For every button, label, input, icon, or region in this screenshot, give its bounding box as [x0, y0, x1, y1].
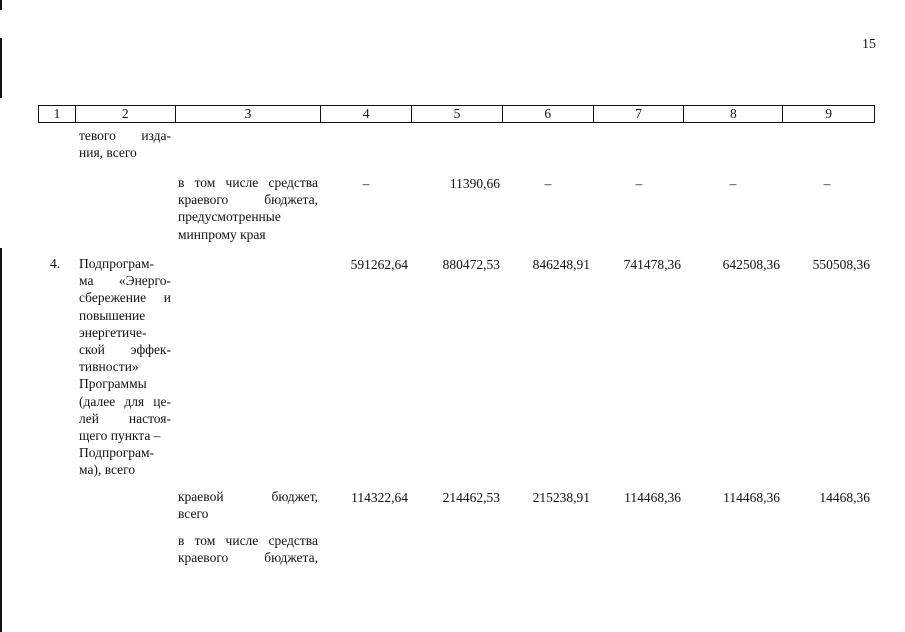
header-cell-5: 5 [412, 106, 503, 122]
header-cell-6: 6 [503, 106, 594, 122]
row-a-value-col5: 11390,66 [449, 176, 500, 191]
row-a-value-col8: – [729, 176, 737, 191]
header-cell-2: 2 [76, 106, 176, 122]
row-b-value-col4: 591262,64 [350, 257, 408, 272]
row-b-incl-col3-text: в том числе средства краевого бюджета, [178, 533, 318, 566]
row-a-value-col7: – [635, 176, 643, 191]
row-b-number: 4. [50, 256, 61, 271]
scan-edge-line [0, 248, 2, 632]
row-b-budget-col4: 114322,64 [351, 490, 408, 505]
row-b-budget-col9: 14468,36 [819, 490, 870, 505]
header-cell-7: 7 [594, 106, 685, 122]
row-b-value-col5: 880472,53 [442, 257, 500, 272]
row-a-value-col6: – [544, 176, 552, 191]
row-b-value-col9: 550508,36 [812, 257, 870, 272]
row-b-budget-col8: 114468,36 [723, 490, 780, 505]
header-cell-1: 1 [39, 106, 76, 122]
header-cell-8: 8 [684, 106, 783, 122]
row-a-value-col4: – [362, 176, 370, 191]
page-number: 15 [862, 37, 876, 52]
row-b-budget-col6: 215238,91 [532, 490, 590, 505]
row-b-value-col8: 642508,36 [722, 257, 780, 272]
scan-edge-line [0, 38, 2, 98]
header-cell-3: 3 [176, 106, 322, 122]
row-b-budget-col7: 114468,36 [624, 490, 681, 505]
row-b-budget-col3-text: краевой бюджет, всего [178, 489, 318, 522]
row-b-col2-text: Подпрограм- ма «Энерго- сбережение и повышение энергетиче- ской эффек- тивности» Программы (далее для це- лей настоя- щего пункта – Подпрограм- ма), всего [79, 256, 171, 478]
row-b-value-col7: 741478,36 [623, 257, 681, 272]
row-b-value-col6: 846248,91 [532, 257, 590, 272]
table-header-row [38, 105, 875, 123]
header-cell-4: 4 [321, 106, 412, 122]
header-cell-9: 9 [825, 106, 832, 121]
row-a-value-col9: – [823, 176, 831, 191]
row-b-budget-col5: 214462,53 [442, 490, 500, 505]
row-a-col2-text: тевого изда- ния, всего [79, 128, 171, 161]
row-a-col3-text: в том числе средства краевого бюджета, предусмотренные минпрому края [178, 175, 318, 242]
scan-edge-mark [0, 0, 2, 10]
